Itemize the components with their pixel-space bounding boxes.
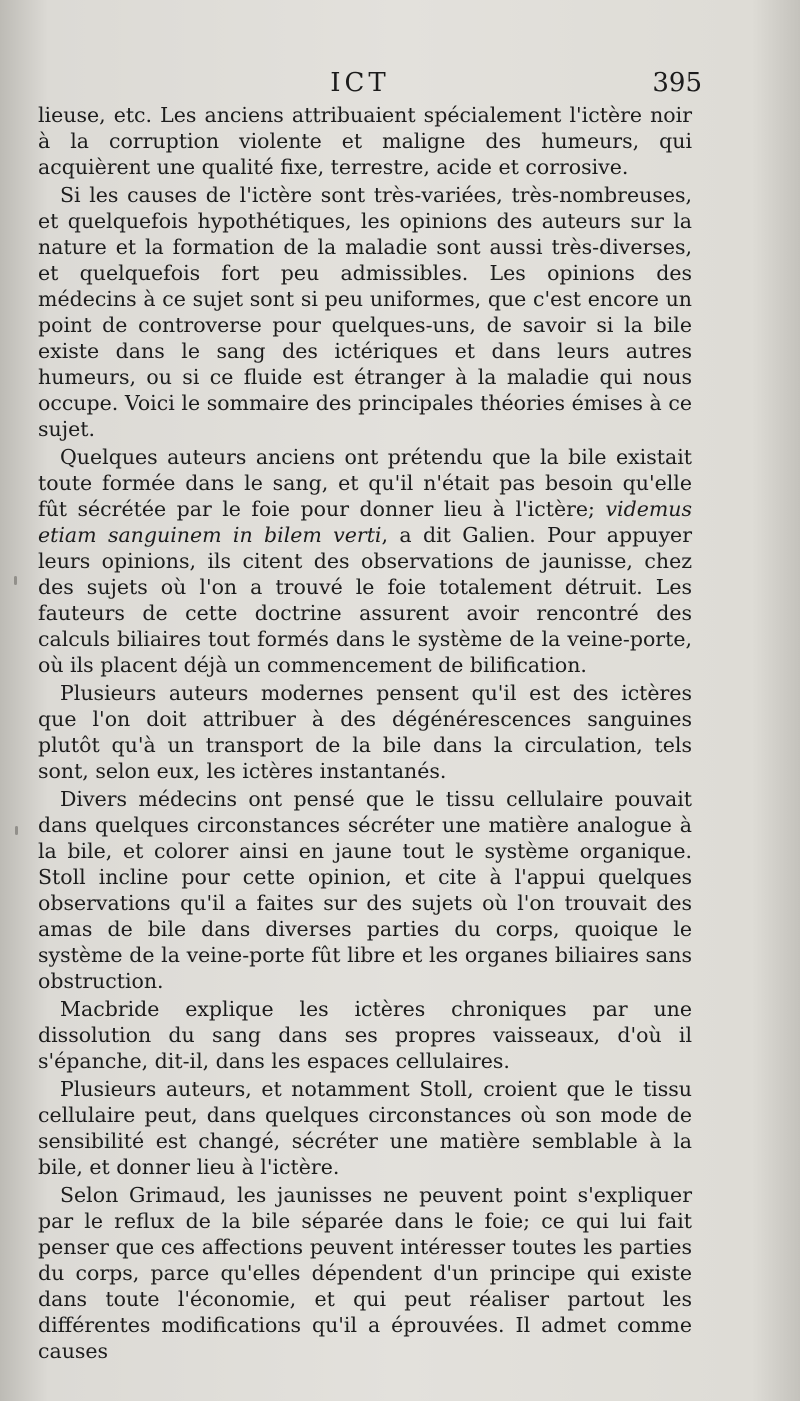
- paragraph-galien-text-after: , a dit Galien. Pour appuyer leurs opinions, ils citent des observations de jaunisse, chez des sujets où l'on a trouvé le foie totalement détruit. Les fauteurs de cette doctrine assurent avoir rencontré des calculs biliaires tout formés dans le système de la veine-porte, où ils placent déjà un commencement de bilification.: [38, 523, 692, 677]
- paragraph-continuation: lieuse, etc. Les anciens attribuaient spécialement l'ictère noir à la corruption violente et maligne des humeurs, qui acquièrent une qualité fixe, terrestre, acide et corrosive.: [38, 103, 692, 179]
- body-text: [38, 102, 692, 1364]
- scan-speck: [15, 826, 18, 835]
- paragraph-stoll: Plusieurs auteurs, et notamment Stoll, croient que le tissu cellulaire peut, dans quelques circonstances où son mode de sensibilité est changé, sécréter une matière semblable à la bile, et donner lieu à l'ictère.: [38, 1077, 692, 1179]
- running-head: [0, 64, 800, 104]
- paragraph-modern-authors: Plusieurs auteurs modernes pensent qu'il est des ictères que l'on doit attribuer à des dégénérescences sanguines plutôt qu'à un transport de la bile dans la circulation, tels sont, selon eux, les ictères instantanés.: [38, 681, 692, 783]
- running-title: ICT: [330, 68, 390, 98]
- latin-quote: videmus etiam sanguinem in bilem verti: [38, 497, 692, 547]
- paragraph-galien: [38, 444, 692, 678]
- paragraph-galien-text-before: Quelques auteurs anciens ont prétendu que la bile existait toute formée dans le sang, et qu'il n'était pas besoin qu'elle fût sécrétée par le foie pour donner lieu à l'ictère;: [38, 445, 692, 521]
- paragraph-cellular-tissue: Divers médecins ont pensé que le tissu cellulaire pouvait dans quelques circonstances sécréter une matière analogue à la bile, et colorer ainsi en jaune tout le système organique. Stoll incline pour cette opinion, et cite à l'appui quelques observations qu'il a faites sur des sujets où l'on trouvait des amas de bile dans diverses parties du corps, quoique le système de la veine-porte fût libre et les organes biliaires sans obstruction.: [38, 787, 692, 993]
- scan-speck: [14, 576, 17, 585]
- paragraph-grimaud: Selon Grimaud, les jaunisses ne peuvent point s'expliquer par le reflux de la bile séparée dans le foie; ce qui lui fait penser que ces affections peuvent intéresser toutes les parties du corps, parce qu'elles dépendent d'un principe qui existe dans toute l'économie, et qui peut réaliser partout les différentes modifications qu'il a éprouvées. Il admet comme causes: [38, 1183, 692, 1363]
- paragraph-theories-intro: Si les causes de l'ictère sont très-variées, très-nombreuses, et quelquefois hypothétiques, les opinions des auteurs sur la nature et la formation de la maladie sont aussi très-diverses, et quelquefois fort peu admissibles. Les opinions des médecins à ce sujet sont si peu uniformes, que c'est encore un point de controverse pour quelques-uns, de savoir si la bile existe dans le sang des ictériques et dans leurs autres humeurs, ou si ce fluide est étranger à la maladie qui nous occupe. Voici le sommaire des principales théories émises à ce sujet.: [38, 183, 692, 441]
- page-number: 395: [652, 68, 702, 98]
- paragraph-macbride: Macbride explique les ictères chroniques par une dissolution du sang dans ses propres vaisseaux, d'où il s'épanche, dit-il, dans les espaces cellulaires.: [38, 997, 692, 1073]
